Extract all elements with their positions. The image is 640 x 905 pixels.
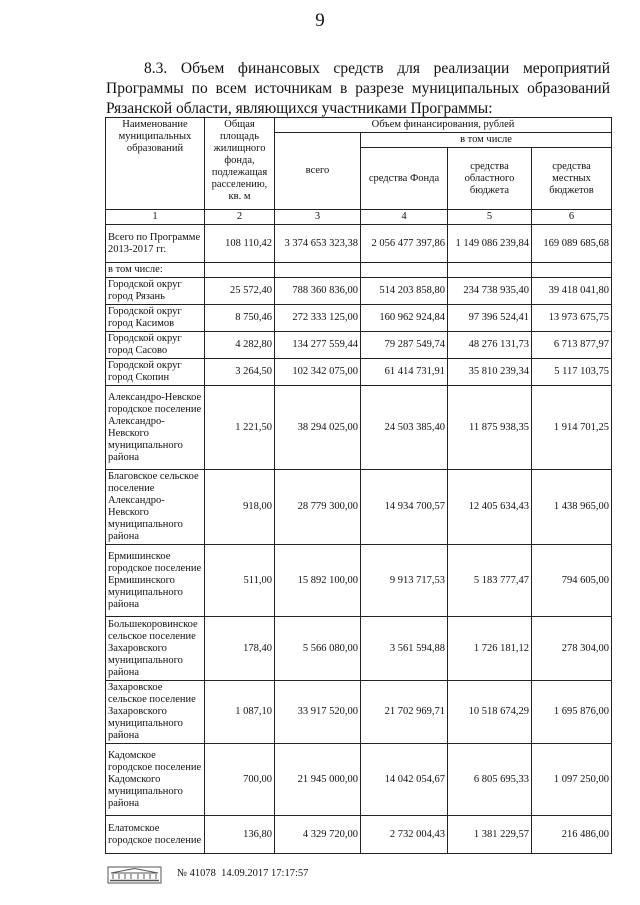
table-row: [106, 744, 612, 816]
row-total: 28 779 300,00: [275, 470, 361, 545]
row-local: 1 914 701,25: [532, 386, 612, 470]
column-number: 3: [275, 210, 361, 225]
table-row: [106, 545, 612, 617]
row-area: 25 572,40: [205, 278, 275, 305]
row-fund: 160 962 924,84: [361, 305, 448, 332]
column-number: 4: [361, 210, 448, 225]
row-name: Большекоровинское сельское поселение Захаровского муниципального района: [106, 617, 205, 681]
row-total: 33 917 520,00: [275, 681, 361, 744]
row-local: 278 304,00: [532, 617, 612, 681]
row-name: Елатомское городское поселение: [106, 816, 205, 854]
section-heading: [106, 59, 610, 119]
table-row: [106, 359, 612, 386]
row-area: 108 110,42: [205, 225, 275, 263]
row-fund: 14 934 700,57: [361, 470, 448, 545]
row-name: Городской округ город Касимов: [106, 305, 205, 332]
row-fund: 79 287 549,74: [361, 332, 448, 359]
table-row: [106, 470, 612, 545]
row-total: 788 360 836,00: [275, 278, 361, 305]
row-area: 511,00: [205, 545, 275, 617]
row-regional: 5 183 777,47: [448, 545, 532, 617]
section-title: Объем финансовых средств для реализации мероприятий Программы по всем источникам в разрезе муниципальных образований Рязанской области, являющихся участниками Программы:: [106, 60, 610, 117]
header-including: в том числе: [361, 133, 612, 148]
row-total: 134 277 559,44: [275, 332, 361, 359]
row-local: 169 089 685,68: [532, 225, 612, 263]
row-total: 5 566 080,00: [275, 617, 361, 681]
table-row: [106, 278, 612, 305]
row-local: 13 973 675,75: [532, 305, 612, 332]
column-number: 6: [532, 210, 612, 225]
row-regional: 1 149 086 239,84: [448, 225, 532, 263]
row-regional: 1 726 181,12: [448, 617, 532, 681]
row-area: 3 264,50: [205, 359, 275, 386]
table-row: [106, 816, 612, 854]
row-local: 1 695 876,00: [532, 681, 612, 744]
row-fund: 14 042 054,67: [361, 744, 448, 816]
row-fund: 2 732 004,43: [361, 816, 448, 854]
row-total: 102 342 075,00: [275, 359, 361, 386]
table-row: [106, 263, 612, 278]
row-regional: [448, 263, 532, 278]
row-area: 1 087,10: [205, 681, 275, 744]
row-fund: 3 561 594,88: [361, 617, 448, 681]
row-total: 15 892 100,00: [275, 545, 361, 617]
row-fund: 21 702 969,71: [361, 681, 448, 744]
row-fund: 61 414 731,91: [361, 359, 448, 386]
header-name: Наименование муниципальных образований: [106, 118, 205, 210]
row-regional: 12 405 634,43: [448, 470, 532, 545]
row-regional: 1 381 229,57: [448, 816, 532, 854]
row-total: 3 374 653 323,38: [275, 225, 361, 263]
section-number: 8.3.: [144, 60, 168, 77]
table-row: [106, 305, 612, 332]
government-building-stamp-icon: [107, 866, 162, 884]
row-local: 1 438 965,00: [532, 470, 612, 545]
registration-datetime: 14.09.2017 17:17:57: [221, 868, 309, 879]
row-regional: 35 810 239,34: [448, 359, 532, 386]
header-fund: средства Фонда: [361, 148, 448, 210]
row-local: 794 605,00: [532, 545, 612, 617]
row-total: [275, 263, 361, 278]
row-regional: 234 738 935,40: [448, 278, 532, 305]
row-name: Всего по Программе 2013-2017 гг.: [106, 225, 205, 263]
row-regional: 11 875 938,35: [448, 386, 532, 470]
header-area: Общая площадь жилищного фонда, подлежащая расселению, кв. м: [205, 118, 275, 210]
row-total: 21 945 000,00: [275, 744, 361, 816]
header-regional: средства областного бюджета: [448, 148, 532, 210]
header-local: средства местных бюджетов: [532, 148, 612, 210]
row-fund: 9 913 717,53: [361, 545, 448, 617]
row-total: 38 294 025,00: [275, 386, 361, 470]
row-name: Захаровское сельское поселение Захаровского муниципального района: [106, 681, 205, 744]
table-row: [106, 617, 612, 681]
column-number: 1: [106, 210, 205, 225]
row-area: 8 750,46: [205, 305, 275, 332]
row-fund: 2 056 477 397,86: [361, 225, 448, 263]
number-sign: №: [177, 868, 188, 879]
row-area: [205, 263, 275, 278]
row-local: 5 117 103,75: [532, 359, 612, 386]
row-local: 1 097 250,00: [532, 744, 612, 816]
header-funding: Объем финансирования, рублей: [275, 118, 612, 133]
row-fund: 24 503 385,40: [361, 386, 448, 470]
row-regional: 97 396 524,41: [448, 305, 532, 332]
row-name: Кадомское городское поселение Кадомского муниципального района: [106, 744, 205, 816]
row-name: Ермишинское городское поселение Ермишинского муниципального района: [106, 545, 205, 617]
row-area: 178,40: [205, 617, 275, 681]
row-local: 216 486,00: [532, 816, 612, 854]
row-total: 272 333 125,00: [275, 305, 361, 332]
column-number: 2: [205, 210, 275, 225]
row-area: 918,00: [205, 470, 275, 545]
row-area: 1 221,50: [205, 386, 275, 470]
table-row: [106, 681, 612, 744]
row-name: в том числе:: [106, 263, 205, 278]
registration-number: 41078: [189, 868, 216, 879]
table-row: [106, 386, 612, 470]
row-name: Городской округ город Рязань: [106, 278, 205, 305]
row-name: Александро-Невское городское поселение Александро-Невского муниципального района: [106, 386, 205, 470]
row-area: 4 282,80: [205, 332, 275, 359]
registration-stamp: [177, 868, 308, 879]
column-number: 5: [448, 210, 532, 225]
row-local: 6 713 877,97: [532, 332, 612, 359]
row-local: [532, 263, 612, 278]
header-total: всего: [275, 133, 361, 210]
row-regional: 10 518 674,29: [448, 681, 532, 744]
row-regional: 6 805 695,33: [448, 744, 532, 816]
page-number: 9: [315, 10, 325, 31]
row-name: Городской округ город Скопин: [106, 359, 205, 386]
row-fund: 514 203 858,80: [361, 278, 448, 305]
row-regional: 48 276 131,73: [448, 332, 532, 359]
column-numbers-row: [106, 210, 612, 225]
row-total: 4 329 720,00: [275, 816, 361, 854]
row-name: Благовское сельское поселение Александро-Невского муниципального района: [106, 470, 205, 545]
row-area: 700,00: [205, 744, 275, 816]
table-row: [106, 332, 612, 359]
table-row: [106, 225, 612, 263]
row-fund: [361, 263, 448, 278]
row-local: 39 418 041,80: [532, 278, 612, 305]
funding-table: [105, 117, 612, 854]
row-area: 136,80: [205, 816, 275, 854]
row-name: Городской округ город Сасово: [106, 332, 205, 359]
